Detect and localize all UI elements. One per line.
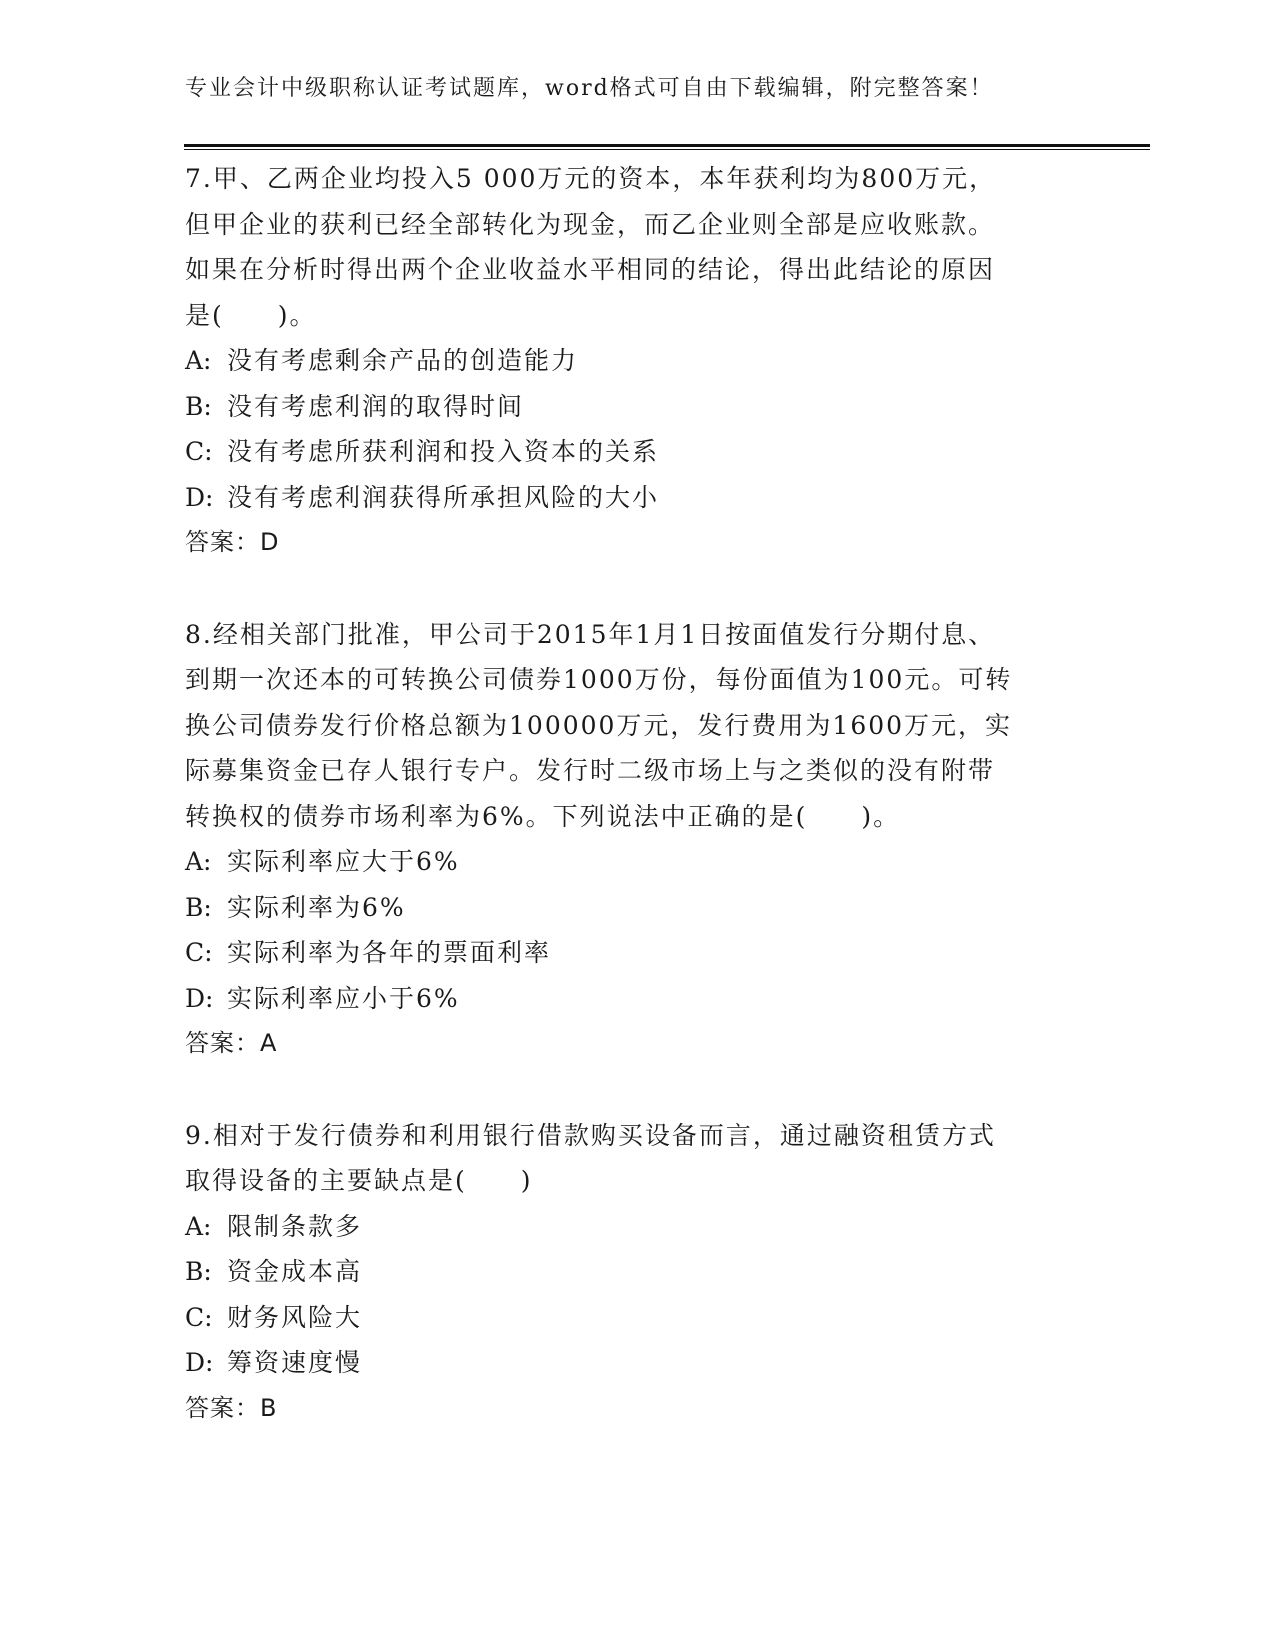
option-text: 资金成本高 bbox=[227, 1257, 363, 1286]
option-text: 实际利率应小于6% bbox=[227, 983, 460, 1013]
option-letter: D: bbox=[185, 983, 214, 1013]
option-d bbox=[185, 1340, 1075, 1386]
question-text-line: 8.经相关部门批准，甲公司于2015年1月1日按面值发行分期付息、 bbox=[185, 619, 996, 649]
question-8 bbox=[185, 612, 1075, 1067]
option-text: 没有考虑利润的取得时间 bbox=[227, 391, 525, 421]
question-text-line: 是( )。 bbox=[185, 300, 317, 330]
question-text-line: 换公司债券发行价格总额为100000万元，发行费用为1600万元，实 bbox=[185, 710, 1013, 740]
question-text-line: 9.相对于发行债券和利用银行借款购买设备而言，通过融资租赁方式 bbox=[185, 1120, 996, 1150]
header-divider bbox=[184, 144, 1150, 150]
option-b bbox=[185, 1249, 1075, 1295]
header-divider-thick bbox=[184, 144, 1150, 147]
option-letter: B: bbox=[185, 391, 212, 421]
question-text-line: 转换权的债券市场利率为6%。下列说法中正确的是( )。 bbox=[185, 801, 901, 831]
option-letter: A: bbox=[185, 346, 212, 375]
option-b bbox=[185, 885, 1075, 931]
option-a bbox=[185, 839, 1075, 885]
option-text: 实际利率为各年的票面利率 bbox=[227, 938, 552, 967]
option-letter: C: bbox=[185, 1302, 213, 1332]
option-letter: C: bbox=[185, 938, 213, 967]
option-letter: B: bbox=[185, 892, 212, 922]
question-list bbox=[185, 156, 1075, 1477]
option-a bbox=[185, 338, 1075, 384]
option-text: 没有考虑利润获得所承担风险的大小 bbox=[227, 482, 660, 512]
option-text: 限制条款多 bbox=[227, 1211, 363, 1241]
question-text-line: 7.甲、乙两企业均投入5 000万元的资本，本年获利均为800万元， bbox=[185, 164, 997, 193]
option-c bbox=[185, 930, 1075, 976]
answer: 答案：B bbox=[185, 1393, 278, 1422]
option-text: 没有考虑所获利润和投入资本的关系 bbox=[227, 437, 660, 466]
option-letter: D: bbox=[185, 1348, 214, 1377]
option-text: 财务风险大 bbox=[227, 1302, 363, 1332]
answer: 答案：D bbox=[185, 528, 280, 556]
option-letter: A: bbox=[185, 1211, 212, 1241]
question-9 bbox=[185, 1113, 1075, 1432]
question-text-line: 但甲企业的获利已经全部转化为现金，而乙企业则全部是应收账款。 bbox=[185, 209, 996, 239]
question-text-line: 到期一次还本的可转换公司债券1000万份，每份面值为100元。可转 bbox=[185, 665, 1013, 694]
option-text: 没有考虑剩余产品的创造能力 bbox=[227, 346, 579, 375]
option-b bbox=[185, 384, 1075, 430]
option-d bbox=[185, 976, 1075, 1022]
question-7 bbox=[185, 156, 1075, 566]
question-text-line: 际募集资金已存人银行专户。发行时二级市场上与之类似的没有附带 bbox=[185, 756, 996, 785]
option-text: 筹资速度慢 bbox=[227, 1348, 363, 1377]
option-letter: D: bbox=[185, 482, 214, 512]
option-c bbox=[185, 429, 1075, 475]
option-c bbox=[185, 1295, 1075, 1341]
option-d bbox=[185, 475, 1075, 521]
page-header: 专业会计中级职称认证考试题库，word格式可自由下载编辑，附完整答案！ bbox=[185, 76, 994, 101]
option-a bbox=[185, 1204, 1075, 1250]
option-letter: A: bbox=[185, 847, 212, 876]
option-letter: C: bbox=[185, 437, 213, 466]
option-letter: B: bbox=[185, 1257, 212, 1286]
question-text-line: 如果在分析时得出两个企业收益水平相同的结论，得出此结论的原因 bbox=[185, 255, 996, 284]
option-text: 实际利率为6% bbox=[227, 892, 406, 922]
option-text: 实际利率应大于6% bbox=[227, 847, 460, 876]
answer: 答案：A bbox=[185, 1029, 278, 1057]
question-text-line: 取得设备的主要缺点是( ) bbox=[185, 1166, 533, 1195]
header-divider-thin bbox=[184, 149, 1150, 150]
